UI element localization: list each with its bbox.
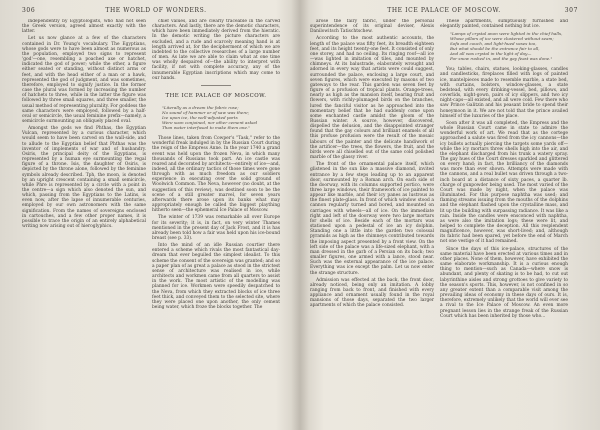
right-column-2	[440, 19, 568, 423]
paragraph: Those lines, taken from Cowper's "Task," refer to the wonderful freak indulged in by the Russian Court during the reign of the Empress Anne. In the year 1740 a grand event was held upon the frozen Neva, in which many thousands of Russians took part. An ice castle was reared and decorated by architects—entirely of ice—and, indeed, all the ordinary tactics of those times were gone through with as much freedom as our soldiers experience in executing over the solid ground of Woolwich Common. The Neva, however (no doubt, at the suggestion of this review), was destined soon to be the scene of a still greater marvel, for seven years afterwards there arose upon its banks what may appropriately enough be called the biggest plaything hitherto seen—the ephemeral Ice Palace of Moscow.	[152, 136, 280, 214]
paragraph: Admission was effected at the back, the front door, already noticed, being only an imitation. A lobby ranging from back to front, and finished with every appliance and ornament usually found in the royal mansions of those days, separated the two larger apartments of which the palace consisted.	[310, 277, 434, 309]
paragraph: chief values, and are clearly traceable in the carved characters. And lastly, there are the demotic characters, which have been immediately derived from the hieratic. In the demotic writing the picture characters are excluded, and a rude and scarcely meaning hand is at length arrived at, for the decipherment of which we are indebted to the collective researches of a large number of men. As late we are able to claim what at one time was wholly despaired of—the ability to interpret with facility, if not with complete accuracy, any of the innumerable Egyptian inscriptions which may come to our hands.	[152, 19, 280, 81]
left-running-head	[22, 7, 290, 17]
left-page-number: 306	[22, 7, 36, 14]
left-column-1	[22, 19, 146, 423]
verse-line: No sound of hammer or of saw was there;	[162, 110, 250, 116]
verse-line: "Lamps of crystal anon were lighted in the chief halls,	[450, 31, 563, 37]
verse-line: Were soon conjoined, nor other cement asked	[162, 120, 258, 126]
paragraph: Since the days of this ice-palace, structures of the same material have been erected at various times and in other places. None of them, however, have exhibited the same elaborate workmanship. It is a curious enough thing to mention—such as Canada—where snow is abundant, and plenty of skating is to be had, to cut out labyrinthine aisles and strong grottoes to give variety to the season's sports. This, however, is not confined in so any greater extent than a comparable visit among the prevailing ideas of economy in these days of ours. It is, therefore, extremely unlikely that the world will ever see a rival to the Ice Palace of Moscow. An even more pregnant lesson lies in the strange freak of the Russian Court which has been inherited by those who...	[440, 246, 568, 319]
right-page-number: 307	[564, 7, 578, 14]
left-running-title: THE WORLD OF WONDERS.	[105, 7, 207, 14]
paragraph: The winter of 1739 was remarkable all over Europe for its severity; it is, in fact, on very winter Thames mentioned in the present day of Jack Frost, and it is has already been told how a fair was held upon his ice-bound breast (see p. 33).	[152, 215, 280, 241]
paragraph: Amongst the gods we find Phthas, the Egyptian Vulcan, represented by a curious character, which would seem to have been carved on the wall-side, and to allude to the Egyptian belief that Phthas was the inventor of implements of war and of husbandry. Osiris, the principal deity of the Egyptians, is represented by a human eye surmounting the regal figure of a throne. Isis, the daughter of Osiris, is depicted by the throne alone, followed by the feminine symbols already described. Tph, the moon, is denoted by an upright crescent containing a small semicircle, while Phre is represented by a circle with a point in the centre—a sign which also denoted the sun, and which, passing from the Egyptians to the Latins, is even now, after the lapse of innumerable centuries, employed by our own astronomers with the same signification. From the names of sovereigns enclosed in cartouches, and a few other proper names, it is possible to trace the origin of an entirely alphabetical writing now arising out of hieroglyphics.	[22, 126, 146, 230]
right-column-1	[310, 19, 434, 423]
divider	[201, 85, 231, 86]
section-title: THE ICE PALACE OF MOSCOW.	[165, 92, 267, 99]
right-running-title: THE ICE PALACE OF MOSCOW.	[387, 7, 501, 14]
paragraph: These apartments, sumptuously furnished and elegantly painted, contained nothing but ice.	[440, 19, 568, 30]
paragraph: Let us now glance at a few of the characters contained in Dr. Young's vocabulary. The Egyptians, whose gods were to have been almost as numerous as the population, employed two signs to represent 'god'—one, resembling a poached axe or hatchet, indicated the god of power; while the other, a figure either seated or standing, without distinct arms or feet, and with the head either of a man or a hawk, represented the god of judgment, and was sometimes, therefore, employed to signify justice. In the former case the plural was formed by increasing the number of hatchets to three, while in the latter the figure was followed by three small squares, and three smaller, the usual method of representing plurality. For goddess the same characters were employed, followed by a half-oval or semicircle, the usual feminine prefix—namely, a semicircle surmounting an obliquely placed oval.	[22, 36, 146, 124]
verse-line: For snow rushed in, and the gay feast was done."	[450, 56, 553, 62]
paragraph: Into the mind of an idle Russian courtier there entered a scheme which rivals the most fantastical day-dream that ever beguiled the simplest idealist. To this scheme the consent of the sovereign was granted; and so a paper plan of as great a palace as stood in the strictest sense of architecture was realised in ice, while architects and workmen came from all quarters to assist in the work. The most artistic of the modelling was planned for ice. Workmen were speedily despatched to the Neva, from which they extracted blocks of ice three feet thick, and conveyed them to the selected site, where they were placed one upon another, the only cement being water, which froze the blocks together. The	[152, 243, 280, 311]
paragraph: arose the fairy fabric, under the personal superintendence of its original deviser, Alexis Danilowitsch Tatischtschew.	[310, 19, 434, 35]
paragraph: The front of the ornamental palace itself, which glistened in the sun like a massive diamond, invited entrance by a few steps leading up to an apparent door, surmounted by a Roman arch. On each side of the doorway, with its columns supported portico, were three large windows, their framework of ice painted to appear like marble, and their icy panes as lustrous as the finest plate-glass. In front of which window stood a cannon regularly turned and bored, and mounted on carriages with wheels—all of ice. On the immediate right and left of the doorway were two large mortars for shells of ice. Beside each of the mortars was stationed upon a pedestal of ice an icy dolphin. Standing one a little into the garden two colossal pyramids as high as the chimneys contributed towards the imposing aspect presented by a front view. On the left side of the palace was a life-sized elephant, with a man dressed in the garb of a Persian on its back; two smaller figures, one armed with a lance, stood near. Such was the external appearance of the ice palace. Everything was ice except the palm. Let us now enter the strange structure.	[310, 162, 434, 276]
verse-line: Whose pillars of ice were clustered without seam;	[450, 36, 554, 42]
left-column-2	[152, 19, 280, 423]
paragraph: You; tables, chairs, statues, looking-glasses, candles and candlesticks, fireplaces filled with logs of painted ice, mantelpieces made to resemble marble, a state bed, with curtains, bolsters, window-glasses, a state bedstead, with every drinking-vessel, bed, pillows, and coverlids, night-gown, pairs of icy slippers, and two icy night-caps—all existed, and all were cold. Few there who saw Prince Galitzin and his peasant bride to spend their honeymoon in it. We are not told that the prince availed himself of the luxuries of the place.	[440, 67, 568, 119]
paragraph: independently by Egyptologists, who had not seen the Greek version, agreed almost exactly with the latter.	[22, 19, 146, 35]
paragraph: Soon after it was all completed, the Empress and the whole Russian Court came in state to admire the wonderful work of art. We read that as the cortege approached a salute was fired from the icy cannons—the icy bullets actually piercing the targets some yards off—while the icy mortars threw shells high into the air, and the elephant discharged from his trunk a watery spray. The gay hues of the Court dresses sparkled and glittered on every hand; in fact, the brilliancy of the diamonds was more than ever shown. Attempts were made with the cannons, and a real bullet was driven through a two-inch board at a distance of sixty paces, a quarter lb. charge of gunpowder being used. The most varied of the Court was made by night, when the palace was illuminated. For this purpose naphtha was used; and flaming streams issuing from the mouths of the dolphins and the elephant flashed upon the crystalline mass, and lit up the building with surpassing radiance. It was like a rain. Inside the candles were ensconced with naphtha, as were also the imitation logs; these were lit, and helped to complete the deception. All this resplendent magnificence, however, was short-lived; and, although its fabric had been spared, yet before the end of March not one vestige of it had remained.	[440, 120, 568, 245]
quoted-verse	[450, 31, 568, 61]
paragraph: According to the most authentic accounts, the length of the palace was fifty feet, its breadth eighteen feet, and its height twenty-one feet. It consisted of only one storey, and had no ceiling. Its ringing roof—all ice—was lighted in imitation of tiles, and mounted by chimneys. At its balustrade, elaborately wrought and adorned in every way that artists were could suggest, surrounded the palace, enclosing a large court, and seven figures, which were executed by masons of two gateways to the rear. This garden was seven feet by figure of a profusion of tropical plants. Orange-trees, nearly as high as the mansion itself, bearing fruit and flowers, with richly-plumaged birds on the branches, lured the fanciful visitor as he approached into the momentary belief that he had suddenly come upon some enchanted castle amidst the gloom of the Russian winter. A source, however, discovered, dispelled the delusion, and the disappointed stranger found that the gay colours and brilliant enamels of all this profuse profusion were the result of the mosaic labours of the painter and the delicate handiwork of the artificer—the trees, the flowers, the fruit, and the birds were all chiselled out of the same cold polished marble of the glassy river.	[310, 36, 434, 161]
right-running-head	[310, 7, 578, 17]
verse-line: "Literally as a dream the fabric rose;	[162, 105, 239, 111]
verse-line: Ice upon ice, the well-adjusted parts	[162, 115, 238, 121]
epigraph-verse	[162, 105, 280, 130]
verse-line: And all was crystal in the light of day—	[450, 51, 532, 57]
verse-line: Than water interfused to make them one."	[162, 125, 251, 131]
verse-line: Sofa and couch, and light-hued vases too,	[450, 41, 537, 47]
verse-line: But what should be the entrance fair to all,	[450, 46, 540, 52]
right-page	[300, 0, 600, 430]
